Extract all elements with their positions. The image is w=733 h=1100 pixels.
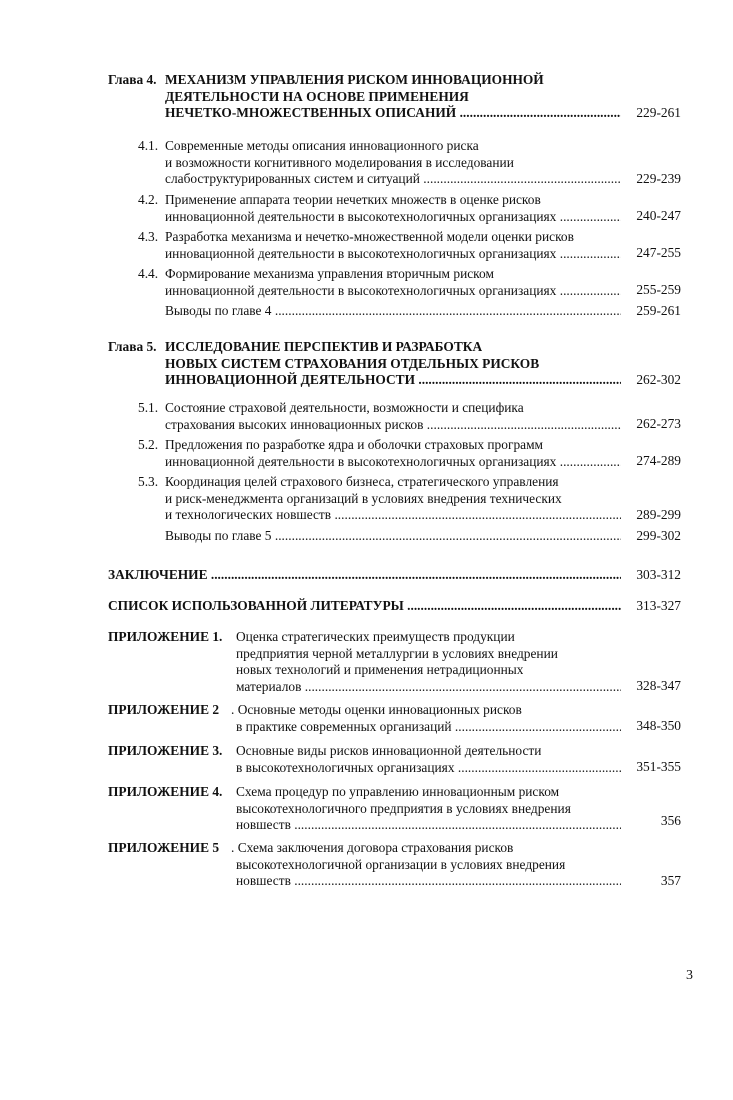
- chapter4-heading: [165, 72, 621, 122]
- chapter4-label: Глава 4.: [108, 72, 157, 87]
- appendix2-cont: [236, 719, 621, 736]
- section-5-3: [165, 474, 621, 524]
- appendix5-cont: [236, 857, 621, 890]
- section-4-1-number: 4.1.: [138, 138, 159, 153]
- toc-line: . Основные методы оценки инновационных рисков: [231, 702, 522, 717]
- references-pages: 313-327: [636, 598, 681, 613]
- toc-line: Предложения по разработке ядра и оболочки страховых программ: [165, 437, 544, 452]
- section-5-1-number: 5.1.: [138, 400, 159, 415]
- references-entry: [108, 598, 621, 615]
- toc-line: Выводы по главе 5 .....: [165, 528, 621, 545]
- chapter4-conclusions: [165, 303, 621, 320]
- section-5-2-pages: 274-289: [636, 453, 681, 468]
- appendix2: [231, 702, 621, 719]
- section-4-2-number: 4.2.: [138, 192, 159, 207]
- toc-line: Выводы по главе 4 .....: [165, 303, 621, 320]
- references-title: СПИСОК ИСПОЛЬЗОВАННОЙ ЛИТЕРАТУРЫ .....: [108, 598, 621, 615]
- chapter5-pages: 262-302: [636, 372, 681, 387]
- section-5-1: [165, 400, 621, 433]
- section-5-1-pages: 262-273: [636, 416, 681, 431]
- toc-line: новшеств .....: [236, 817, 621, 834]
- appendix2-label: ПРИЛОЖЕНИЕ 2: [108, 702, 220, 717]
- toc-line: слабоструктурированных систем и ситуаций .....: [165, 171, 621, 188]
- appendix3-pages: 351-355: [636, 759, 681, 774]
- toc-line: ДЕЯТЕЛЬНОСТИ НА ОСНОВЕ ПРИМЕНЕНИЯ: [165, 88, 469, 104]
- toc-line: предприятия черной металлургии в условиях внедрении: [236, 645, 558, 661]
- appendix5: [231, 840, 621, 857]
- toc-line: и технологических новшеств .....: [165, 507, 621, 524]
- appendix5-label: ПРИЛОЖЕНИЕ 5: [108, 840, 220, 855]
- appendix1-pages: 328-347: [636, 678, 681, 693]
- section-4-3-pages: 247-255: [636, 245, 681, 260]
- toc-line: в практике современных организаций .....: [236, 719, 621, 736]
- section-5-2: [165, 437, 621, 470]
- toc-line: и возможности когнитивного моделирования в исследовании: [165, 154, 514, 170]
- chapter5-conclusions-pages: 299-302: [636, 528, 681, 543]
- chapter5-conclusions: [165, 528, 621, 545]
- appendix1: [236, 629, 621, 695]
- chapter5-label: Глава 5.: [108, 339, 157, 354]
- toc-line: МЕХАНИЗМ УПРАВЛЕНИЯ РИСКОМ ИННОВАЦИОННОЙ: [165, 72, 544, 87]
- chapter4-conclusions-pages: 259-261: [636, 303, 681, 318]
- toc-line: ИССЛЕДОВАНИЕ ПЕРСПЕКТИВ И РАЗРАБОТКА: [165, 339, 483, 354]
- toc-line: НОВЫХ СИСТЕМ СТРАХОВАНИЯ ОТДЕЛЬНЫХ РИСКОВ: [165, 355, 540, 371]
- toc-line: инновационной деятельности в высокотехнологичных организациях .....: [165, 246, 621, 263]
- section-4-4: [165, 266, 621, 299]
- toc-line: инновационной деятельности в высокотехнологичных организациях .....: [165, 209, 621, 226]
- conclusion-entry: [108, 567, 621, 584]
- toc-line: Основные виды рисков инновационной деятельности: [236, 743, 542, 758]
- toc-line: высокотехнологичного предприятия в условиях внедрения: [236, 800, 571, 816]
- toc-line: Схема процедур по управлению инновационным риском: [236, 784, 560, 799]
- toc-line: Формирование механизма управления вторичным риском: [165, 266, 494, 281]
- toc-line: новшеств .....: [236, 873, 621, 890]
- toc-line: инновационной деятельности в высокотехнологичных организациях .....: [165, 283, 621, 300]
- section-5-3-number: 5.3.: [138, 474, 159, 489]
- appendix5-pages: 357: [660, 873, 681, 888]
- appendix4-pages: 356: [660, 813, 681, 828]
- toc-line: Оценка стратегических преимуществ продукции: [236, 629, 515, 644]
- toc-line: Применение аппарата теории нечетких множеств в оценке рисков: [165, 192, 541, 207]
- section-4-4-pages: 255-259: [636, 282, 681, 297]
- toc-line: Разработка механизма и нечетко-множественной модели оценки рисков: [165, 229, 574, 244]
- section-4-1: [165, 138, 621, 188]
- toc-line: НЕЧЕТКО-МНОЖЕСТВЕННЫХ ОПИСАНИЙ .....: [165, 105, 621, 122]
- appendix4-label: ПРИЛОЖЕНИЕ 4.: [108, 784, 223, 799]
- toc-line: высокотехнологичной организации в условиях внедрения: [236, 856, 566, 872]
- section-5-2-number: 5.2.: [138, 437, 159, 452]
- chapter4-pages: 229-261: [636, 105, 681, 120]
- toc-line: Координация целей страхового бизнеса, стратегического управления: [165, 474, 559, 489]
- toc-line: и риск-менеджмента организаций в условиях внедрения технических: [165, 490, 562, 506]
- section-4-2: [165, 192, 621, 225]
- section-4-3-number: 4.3.: [138, 229, 159, 244]
- toc-line: материалов .....: [236, 679, 621, 696]
- conclusion-pages: 303-312: [636, 567, 681, 582]
- toc-line: новых технологий и применения нетрадиционных: [236, 662, 524, 677]
- section-4-2-pages: 240-247: [636, 208, 681, 223]
- section-5-3-pages: 289-299: [636, 507, 681, 522]
- page-number: 3: [686, 968, 693, 983]
- conclusion-title: ЗАКЛЮЧЕНИЕ .....: [108, 567, 621, 584]
- toc-line: ИННОВАЦИОННОЙ ДЕЯТЕЛЬНОСТИ .....: [165, 372, 621, 389]
- toc-line: Современные методы описания инновационного риска: [165, 138, 479, 153]
- chapter5-heading: [165, 339, 621, 389]
- toc-line: инновационной деятельности в высокотехнологичных организациях .....: [165, 454, 621, 471]
- toc-line: в высокотехнологичных организациях .....: [236, 760, 621, 777]
- toc-line: Состояние страховой деятельности, возможности и специфика: [165, 400, 524, 415]
- toc-line: . Схема заключения договора страхования рисков: [231, 840, 514, 855]
- appendix4: [236, 784, 621, 834]
- appendix1-label: ПРИЛОЖЕНИЕ 1.: [108, 629, 223, 644]
- appendix3: [236, 743, 621, 776]
- appendix2-pages: 348-350: [636, 718, 681, 733]
- section-4-1-pages: 229-239: [636, 171, 681, 186]
- toc-line: страхования высоких инновационных рисков .....: [165, 417, 621, 434]
- section-4-4-number: 4.4.: [138, 266, 159, 281]
- appendix3-label: ПРИЛОЖЕНИЕ 3.: [108, 743, 223, 758]
- section-4-3: [165, 229, 621, 262]
